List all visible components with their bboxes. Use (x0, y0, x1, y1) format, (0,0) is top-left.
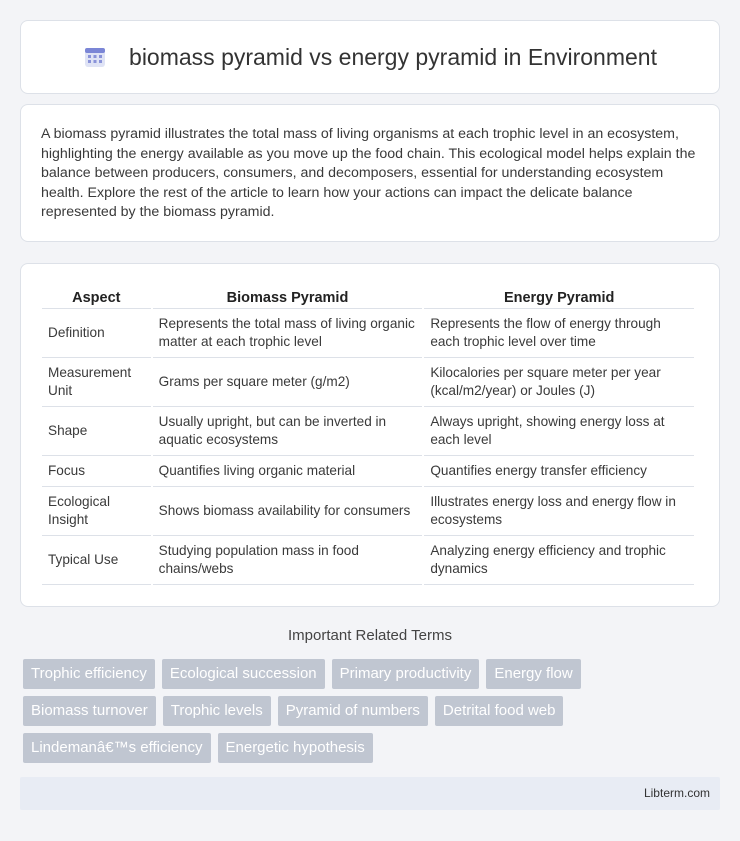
tag-biomass-turnover[interactable]: Biomass turnover (23, 696, 156, 726)
tag-trophic-levels[interactable]: Trophic levels (163, 696, 271, 726)
table-cell: Kilocalories per square meter per year (kcal/m2/year) or Joules (J) (424, 358, 694, 407)
column-header-biomass: Biomass Pyramid (153, 284, 423, 309)
table-row (42, 536, 694, 585)
table-cell: Quantifies living organic material (153, 456, 423, 487)
tag-detrital-food-web[interactable]: Detrital food web (435, 696, 564, 726)
table-cell: Shows biomass availability for consumers (153, 487, 423, 536)
table-cell: Grams per square meter (g/m2) (153, 358, 423, 407)
table-header-row (42, 284, 694, 309)
table-cell: Measurement Unit (42, 358, 151, 407)
tag-energetic-hypothesis[interactable]: Energetic hypothesis (218, 733, 373, 763)
table-cell: Always upright, showing energy loss at each level (424, 407, 694, 456)
page-title: biomass pyramid vs energy pyramid in Environment (129, 43, 657, 70)
table-cell: Represents the total mass of living organic matter at each trophic level (153, 309, 423, 358)
tag-trophic-efficiency[interactable]: Trophic efficiency (23, 659, 155, 689)
table-cell: Focus (42, 456, 151, 487)
table-cell: Analyzing energy efficiency and trophic dynamics (424, 536, 694, 585)
calendar-grid-icon (83, 45, 107, 69)
table-cell: Represents the flow of energy through each trophic level over time (424, 309, 694, 358)
comparison-card (20, 263, 720, 607)
table-row (42, 358, 694, 407)
tag-primary-productivity[interactable]: Primary productivity (332, 659, 480, 689)
table-cell: Illustrates energy loss and energy flow in ecosystems (424, 487, 694, 536)
table-cell: Definition (42, 309, 151, 358)
related-terms-title: Important Related Terms (288, 627, 452, 644)
tag-lindemans-efficiency[interactable]: Lindemanâ€™s efficiency (23, 733, 211, 763)
footer-site-link[interactable]: Libterm.com (643, 786, 710, 800)
table-row (42, 487, 694, 536)
comparison-table (40, 284, 696, 585)
related-terms-tags (23, 659, 723, 770)
intro-card (20, 104, 720, 242)
table-cell: Quantifies energy transfer efficiency (424, 456, 694, 487)
intro-paragraph: A biomass pyramid illustrates the total mass of living organisms at each trophic level in an ecosystem, highlighting the energy available as you move up the food chain. This ecological model helps explain the balance between producers, consumers, and decomposers, essential for understanding ecosystem health. Explore the rest of the article to learn how your actions can impact the delicate balance represented by the biomass pyramid. (41, 126, 696, 221)
footer (20, 777, 720, 810)
header-card (20, 20, 720, 94)
table-cell: Shape (42, 407, 151, 456)
tag-row (23, 733, 723, 763)
table-row (42, 309, 694, 358)
tag-row (23, 696, 723, 726)
table-row (42, 407, 694, 456)
column-header-aspect: Aspect (42, 284, 151, 309)
title-wrap (83, 44, 657, 71)
table-row (42, 456, 694, 487)
tag-energy-flow[interactable]: Energy flow (486, 659, 580, 689)
tag-row (23, 659, 723, 689)
table-cell: Usually upright, but can be inverted in aquatic ecosystems (153, 407, 423, 456)
table-cell: Ecological Insight (42, 487, 151, 536)
column-header-energy: Energy Pyramid (424, 284, 694, 309)
tag-ecological-succession[interactable]: Ecological succession (162, 659, 325, 689)
tag-pyramid-of-numbers[interactable]: Pyramid of numbers (278, 696, 428, 726)
table-cell: Typical Use (42, 536, 151, 585)
table-cell: Studying population mass in food chains/webs (153, 536, 423, 585)
